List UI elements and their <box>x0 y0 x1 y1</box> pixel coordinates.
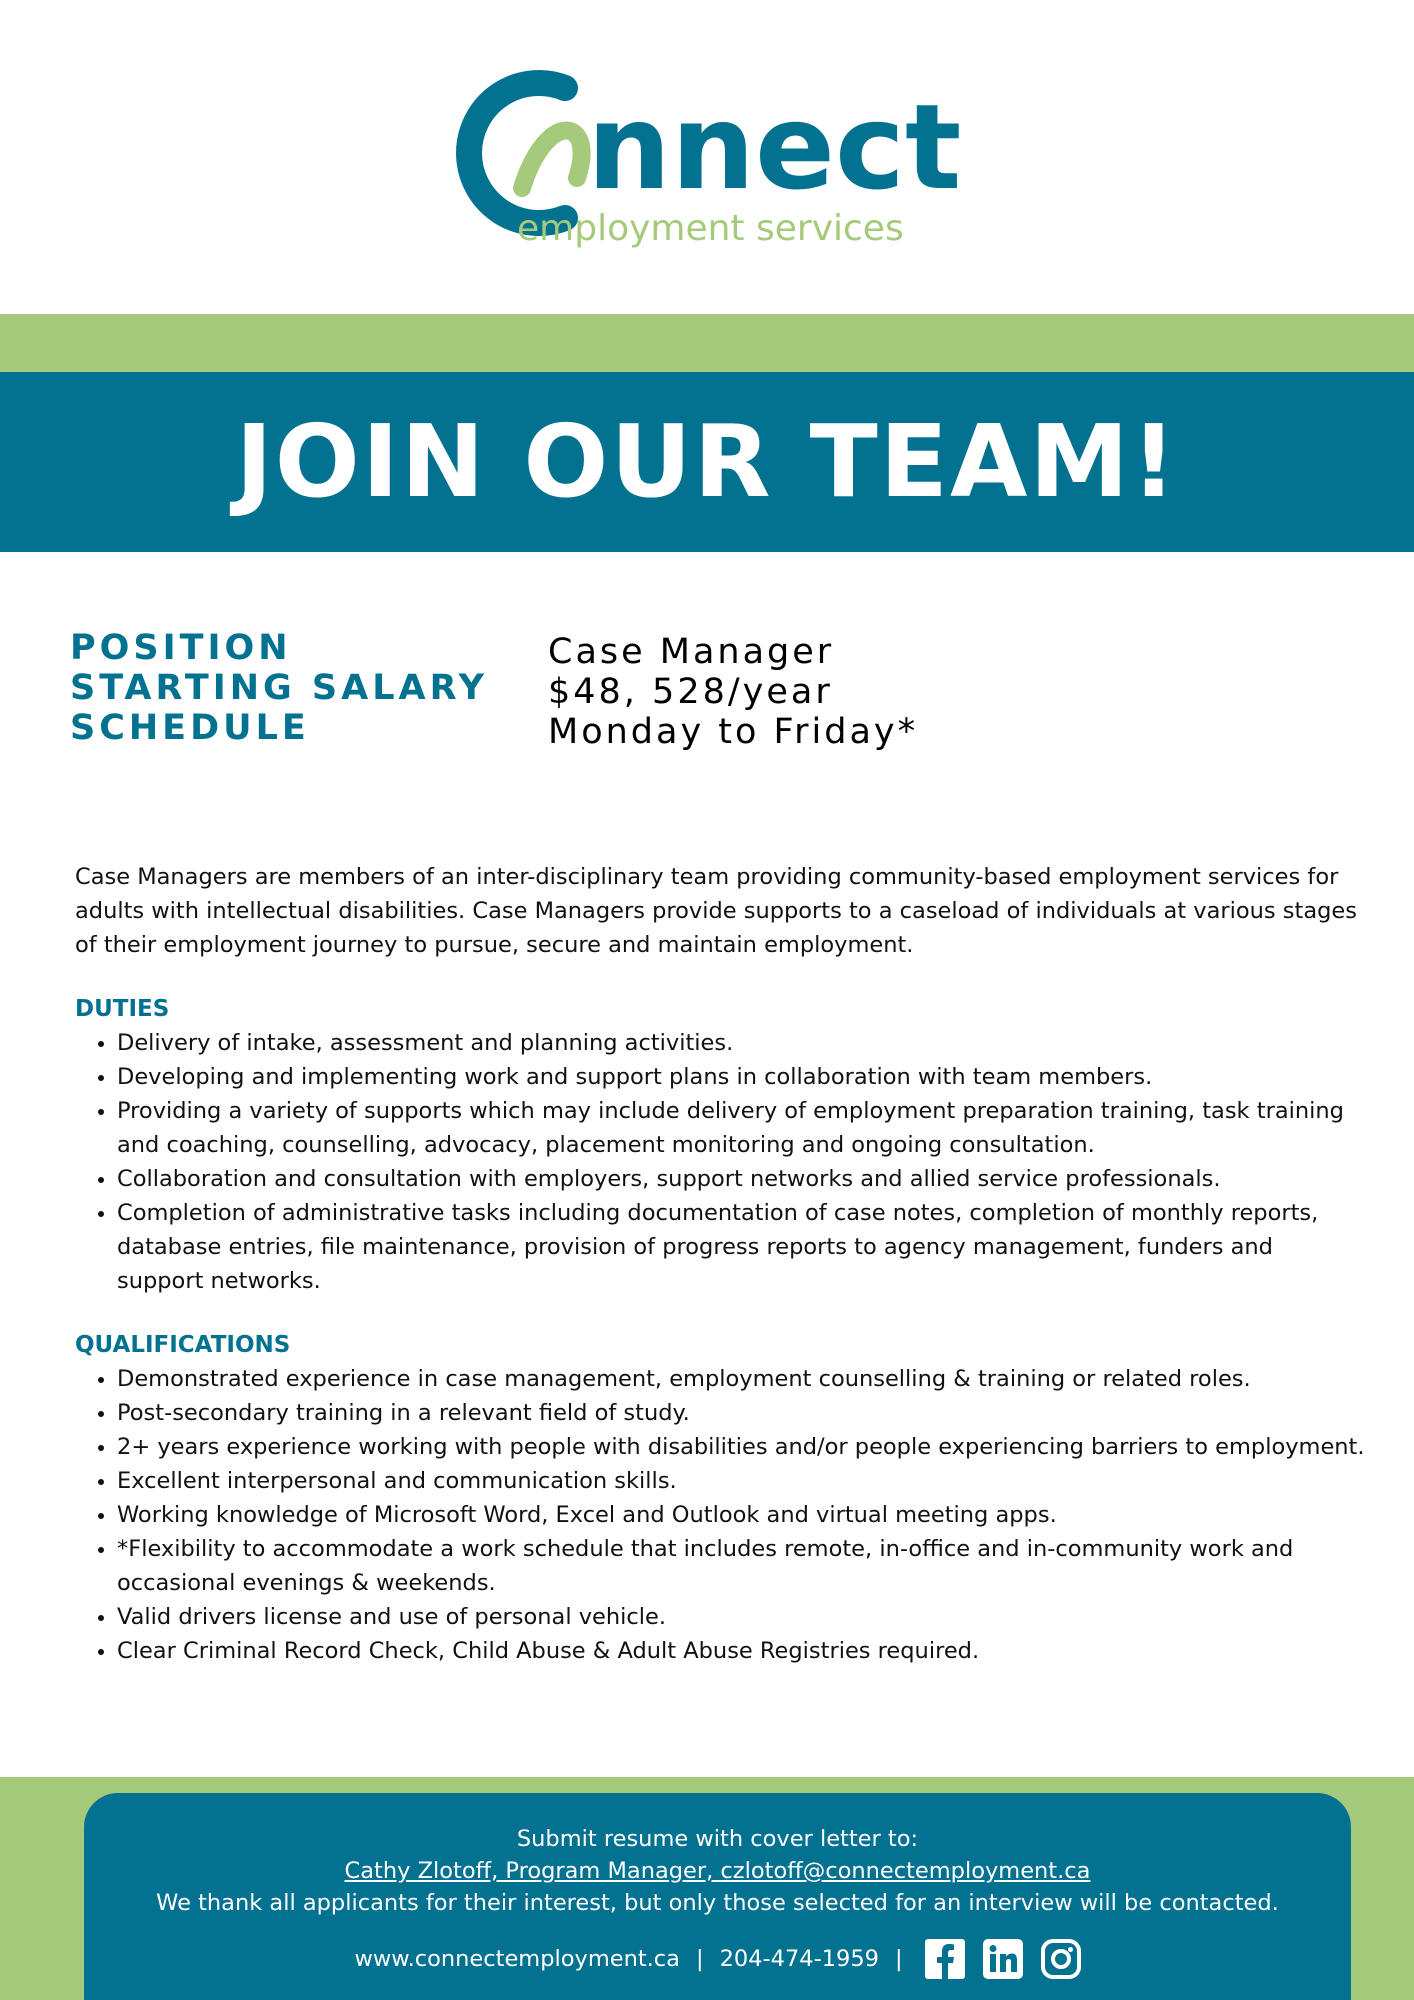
connect-logo-graphic <box>437 68 977 258</box>
linkedin-icon[interactable] <box>983 1939 1023 1979</box>
list-item: • Developing and implementing work and support plans in collaboration with team members. <box>117 1060 1365 1094</box>
contact-email-link[interactable]: Cathy Zlotoff, Program Manager, czlotoff@connectemployment.ca <box>344 1858 1091 1884</box>
separator: | <box>894 1946 903 1972</box>
duties-list <box>75 1026 1365 1298</box>
list-item: • Post-secondary training in a relevant field of study. <box>117 1396 1365 1430</box>
top-green-band <box>0 314 1414 372</box>
instagram-icon[interactable] <box>1041 1939 1081 1979</box>
facebook-icon[interactable] <box>925 1939 965 1979</box>
phone-number[interactable]: 204-474-1959 <box>719 1946 879 1972</box>
submit-label: Submit resume with cover letter to: <box>516 1826 919 1852</box>
list-item: • 2+ years experience working with people with disabilities and/or people experiencing barriers to employment. <box>117 1430 1365 1464</box>
list-item: • *Flexibility to accommodate a work schedule that includes remote, in-office and in-community work and occasional evenings & weekends. <box>117 1532 1365 1600</box>
list-item: • Valid drivers license and use of personal vehicle. <box>117 1600 1365 1634</box>
info-values <box>548 632 918 752</box>
value-starting-salary: $48, 528/year <box>548 672 833 712</box>
list-item: • Clear Criminal Record Check, Child Abuse & Adult Abuse Registries required. <box>117 1634 1365 1668</box>
footer-links <box>84 1939 1351 1979</box>
list-item: • Completion of administrative tasks including documentation of case notes, completion of monthly reports, database entries, file maintenance, provision of progress reports to agency management, funders and support networks. <box>117 1196 1365 1298</box>
headline: JOIN OUR TEAM! <box>235 403 1179 520</box>
logo-tagline: employment services <box>517 208 904 249</box>
list-item: • Collaboration and consultation with employers, support networks and allied service professionals. <box>117 1162 1365 1196</box>
thanks-note: We thank all applicants for their interest, but only those selected for an interview will be contacted. <box>156 1890 1279 1916</box>
list-item: • Delivery of intake, assessment and planning activities. <box>117 1026 1365 1060</box>
intro-paragraph: Case Managers are members of an inter-disciplinary team providing community-based employment services for adults with intellectual disabilities. Case Managers provide supports to a caseload of individuals at various stages of their employment journey to pursue, secure and maintain employment. <box>75 864 1357 958</box>
label-schedule: SCHEDULE <box>70 708 310 748</box>
qualifications-title: QUALIFICATIONS <box>75 1332 291 1358</box>
logo-wordmark: nnect <box>587 78 962 216</box>
info-labels <box>70 628 488 748</box>
footer-contact-card <box>84 1793 1351 2000</box>
contact-line <box>84 1855 1351 1887</box>
list-item: • Excellent interpersonal and communication skills. <box>117 1464 1365 1498</box>
duties-title: DUTIES <box>75 996 170 1022</box>
list-item: • Working knowledge of Microsoft Word, Excel and Outlook and virtual meeting apps. <box>117 1498 1365 1532</box>
headline-banner <box>0 372 1414 552</box>
label-position: POSITION <box>70 628 292 668</box>
value-position: Case Manager <box>548 632 835 672</box>
job-description <box>75 860 1365 1698</box>
company-logo <box>0 68 1414 258</box>
value-schedule: Monday to Friday* <box>548 712 919 752</box>
list-item: • Demonstrated experience in case management, employment counselling & training or related roles. <box>117 1362 1365 1396</box>
qualifications-list <box>75 1362 1365 1668</box>
website-link[interactable]: www.connectemployment.ca <box>354 1946 680 1972</box>
separator: | <box>695 1946 704 1972</box>
label-starting-salary: STARTING SALARY <box>70 668 488 708</box>
list-item: • Providing a variety of supports which may include delivery of employment preparation training, task training and coaching, counselling, advocacy, placement monitoring and ongoing consultation. <box>117 1094 1365 1162</box>
